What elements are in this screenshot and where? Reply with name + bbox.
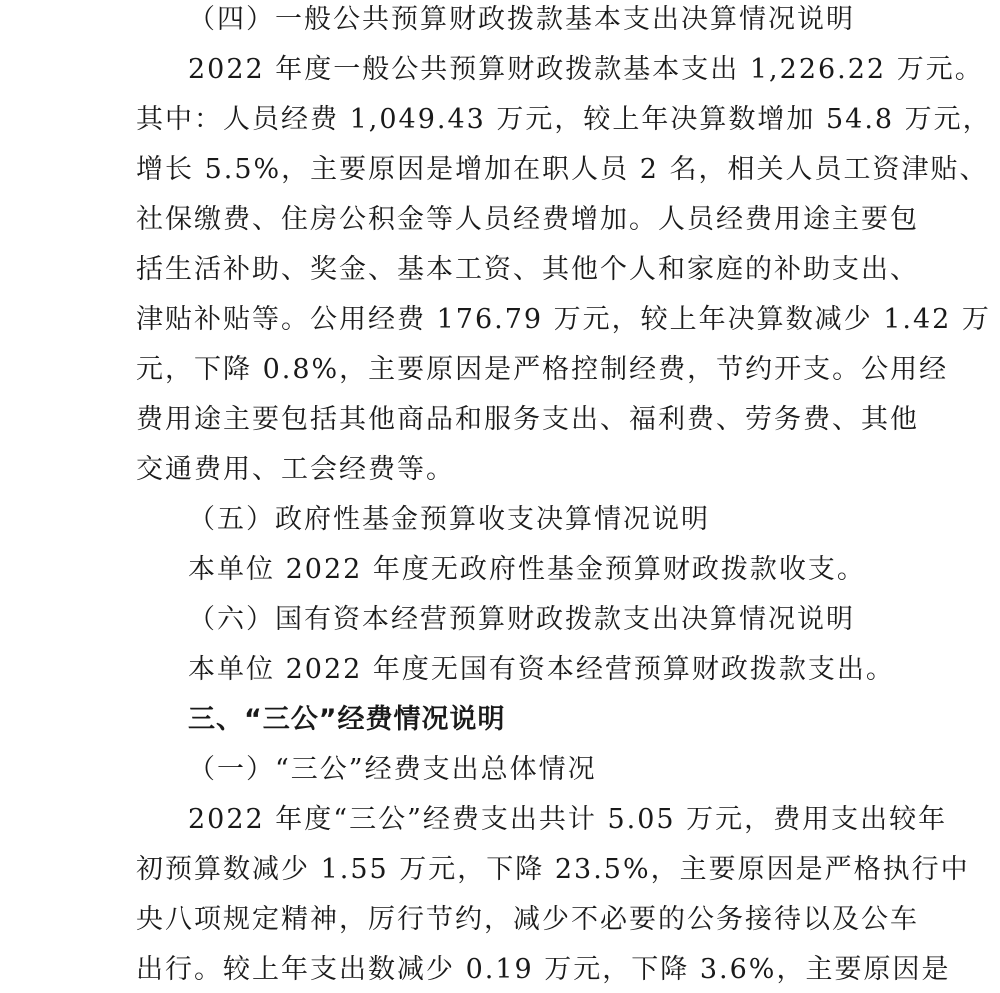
paragraph-line: 出行。较上年支出数减少 0.19 万元，下降 3.6%，主要原因是 [136, 954, 951, 985]
section-heading-6: （六）国有资本经营预算财政拨款支出决算情况说明 [188, 604, 855, 635]
paragraph-line: 津贴补贴等。公用经费 176.79 万元，较上年决算数减少 1.42 万 [136, 304, 991, 335]
paragraph-line: 央八项规定精神，厉行节约，减少不必要的公务接待以及公车 [136, 904, 919, 935]
chapter-heading-3: 三、“三公”经费情况说明 [188, 704, 506, 735]
paragraph-line: 2022 年度一般公共预算财政拨款基本支出 1,226.22 万元。 [188, 54, 984, 85]
paragraph-line: 本单位 2022 年度无国有资本经营预算财政拨款支出。 [188, 654, 895, 685]
paragraph-line: 交通费用、工会经费等。 [136, 454, 455, 485]
paragraph-line: 费用途主要包括其他商品和服务支出、福利费、劳务费、其他 [136, 404, 919, 435]
paragraph-line: 初预算数减少 1.55 万元，下降 23.5%，主要原因是严格执行中 [136, 854, 970, 885]
paragraph-line: 元，下降 0.8%，主要原因是严格控制经费，节约开支。公用经 [136, 354, 949, 385]
paragraph-line: 2022 年度“三公”经费支出共计 5.05 万元，费用支出较年 [188, 804, 948, 835]
paragraph-line: 括生活补助、奖金、基本工资、其他个人和家庭的补助支出、 [136, 254, 919, 285]
paragraph-line: 本单位 2022 年度无政府性基金预算财政拨款收支。 [188, 554, 866, 585]
paragraph-line: 增长 5.5%，主要原因是增加在职人员 2 名，相关人员工资津贴、 [136, 154, 989, 185]
section-heading-5: （五）政府性基金预算收支决算情况说明 [188, 504, 710, 535]
section-heading-4: （四）一般公共预算财政拨款基本支出决算情况说明 [188, 4, 855, 35]
paragraph-line: 其中：人员经费 1,049.43 万元，较上年决算数增加 54.8 万元， [136, 104, 992, 135]
paragraph-line: 社保缴费、住房公积金等人员经费增加。人员经费用途主要包 [136, 204, 919, 235]
subsection-heading-1: （一）“三公”经费支出总体情况 [188, 754, 597, 785]
